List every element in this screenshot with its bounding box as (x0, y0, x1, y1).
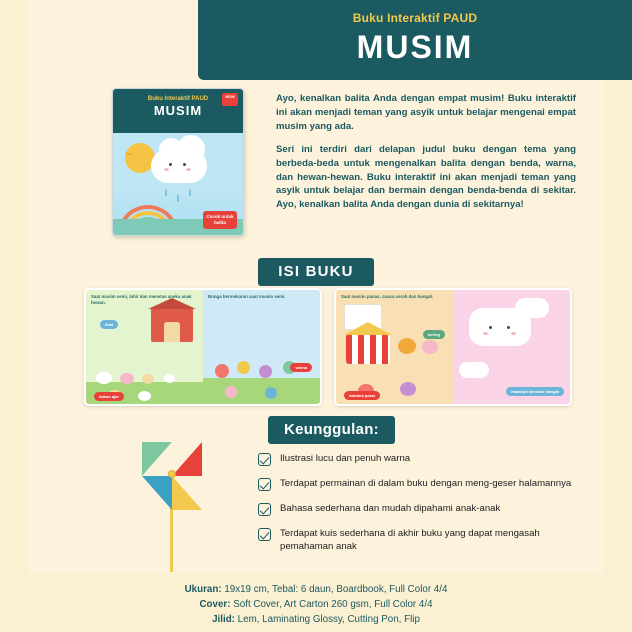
barn-icon (151, 308, 193, 342)
lamb-icon (138, 391, 151, 401)
bear-icon (400, 382, 416, 396)
cloud-eye-right-icon (183, 163, 186, 166)
cloud-icon (459, 362, 489, 378)
circus-tent-icon (346, 334, 390, 364)
keunggulan-heading: Keunggulan: (268, 416, 395, 444)
spread-left-pill-1: lihat (100, 320, 118, 329)
cloud-eye-right-icon (507, 326, 510, 329)
spread-right-page-2 (453, 290, 570, 404)
cloud-cheek-left-icon (483, 332, 488, 335)
cloud-cheek-right-icon (186, 168, 191, 171)
isi-buku-heading-wrap (0, 258, 632, 286)
cloud-cheek-left-icon (164, 168, 169, 171)
cloud-eye-left-icon (169, 163, 172, 166)
spread-left-page-1-label: Saat musim semi, lahir dan menetas aneka anak hewan. (91, 294, 192, 305)
spec-value-jilid: Lem, Laminating Glossy, Cutting Pon, Flip (234, 614, 420, 626)
spread-right-pill-1: kering (423, 330, 445, 339)
spec-label-cover: Cover: (199, 599, 231, 611)
spec-label-jilid: Jilid: (212, 614, 235, 626)
pinwheel-blade-icon (142, 442, 172, 476)
header-subtitle: Buku Interaktif PAUD (352, 11, 478, 25)
pig-icon (422, 340, 438, 354)
flower-icon (265, 387, 277, 399)
cloud-icon (515, 298, 549, 318)
list-item (258, 477, 610, 491)
spread-right-page-1-label: Saat musim panas, cuaca cerah dan hangat. (341, 294, 434, 299)
check-icon (258, 453, 271, 466)
pinwheel-blade-icon (172, 442, 202, 476)
chick-icon (164, 374, 175, 383)
cover-flag-label: Cocok untuk balita (203, 211, 237, 229)
page-title: MUSIM (356, 29, 474, 65)
keunggulan-heading-wrap (268, 416, 395, 444)
barn-door-icon (164, 322, 180, 342)
book-cover-image (112, 88, 247, 238)
header-banner (198, 0, 632, 80)
spread-right-pill-2: wahana pasar (344, 391, 380, 400)
pinwheel-illustration (118, 432, 228, 572)
list-item (258, 452, 610, 466)
spread-right-page-1 (336, 290, 453, 404)
spec-value-cover: Soft Cover, Art Carton 260 gsm, Full Color 4/4 (230, 599, 433, 611)
spread-right-page-2-pill: matahari bersinar hangat (506, 387, 564, 396)
list-item-label: Ilustrasi lucu dan penuh warna (280, 453, 411, 464)
spec-line-1 (0, 582, 632, 597)
cloud-icon (151, 149, 207, 183)
raindrop-icon (165, 189, 167, 196)
sheep-icon (96, 372, 112, 384)
cover-title: MUSIM (153, 103, 203, 118)
spread-left-page-2-pill: warna (290, 363, 312, 372)
isi-buku-heading: ISI BUKU (258, 258, 373, 286)
flower-icon (259, 365, 272, 378)
spread-left-page-2 (203, 290, 320, 404)
list-item-label: Terdapat permainan di dalam buku dengan meng-geser halamannya (280, 478, 572, 489)
keunggulan-list (258, 452, 610, 564)
book-spread-right (334, 288, 572, 406)
cloud-eye-left-icon (489, 326, 492, 329)
list-item-label: Terdapat kuis sederhana di akhir buku yang dapat mengasah pemahaman anak (280, 528, 540, 553)
duck-icon (142, 374, 154, 384)
spec-value-ukuran: 19x19 cm, Tebal: 6 daun, Boardbook, Full Color 4/4 (221, 584, 448, 595)
book-spreads (28, 288, 604, 408)
list-item (258, 527, 610, 553)
pinwheel-blade-icon (142, 476, 172, 510)
flower-icon (237, 361, 250, 374)
list-item-label: Bahasa sederhana dan mudah dipahami anak-anak (280, 503, 501, 514)
check-icon (258, 478, 271, 491)
pinwheel-blade-icon (172, 476, 202, 510)
pig-icon (120, 373, 134, 384)
book-spread-left (84, 288, 322, 406)
cover-badge: NEW (222, 93, 238, 106)
pinwheel-center-icon (168, 470, 176, 478)
intro-paragraph-2: Seri ini terdiri dari delapan judul buku dengan tema yang berbeda-beda untuk mengenalkan balita dengan benda, warna, dan hewan-hewan. Buku interaktif ini akan menjadi teman yang asyik untuk belajar dan bermain dengan benda-benda di sekitar. Ayo, kenalkan balita Anda dengan dunia di sekitarnya! (276, 143, 576, 211)
intro-text (276, 92, 576, 212)
list-item (258, 502, 610, 516)
cover-subtitle: Buku Interaktif PAUD (147, 96, 209, 102)
left-margin-band (0, 0, 28, 632)
check-icon (258, 503, 271, 516)
grass-band (203, 378, 320, 404)
specs-footer (0, 574, 632, 632)
spread-left-page-1 (86, 290, 203, 404)
flower-icon (225, 386, 237, 398)
flower-icon (215, 364, 229, 378)
spec-line-2 (0, 597, 632, 612)
raindrop-icon (177, 195, 179, 202)
lion-icon (398, 338, 416, 354)
cloud-cheek-right-icon (511, 332, 516, 335)
raindrop-icon (189, 189, 191, 196)
spec-label-ukuran: Ukuran: (184, 584, 222, 595)
spec-line-3 (0, 612, 632, 627)
check-icon (258, 528, 271, 541)
spread-left-page-2-label: Bunga bermekaran saat musim semi. (208, 294, 286, 299)
intro-paragraph-1: Ayo, kenalkan balita Anda dengan empat musim! Buku interaktif ini akan menjadi teman yang asyik untuk belajar mengenai empat musim yang ada. (276, 93, 576, 132)
intro-section (28, 80, 604, 255)
spread-left-pill-2: bahan ajar (94, 392, 124, 401)
